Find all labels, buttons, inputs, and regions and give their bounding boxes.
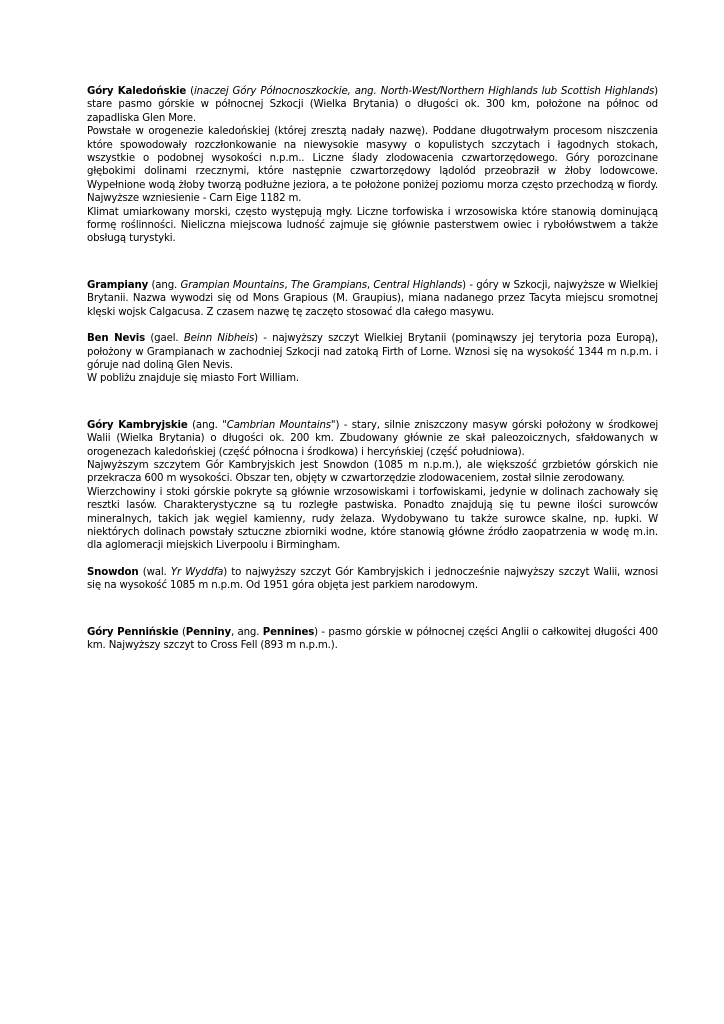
text-run: (ang. (148, 279, 181, 291)
text-run: ) to najwyższy szczyt Gór Kambryjskich i jednocześnie najwyższy szczyt Walii, wznosi się na wysokość 1085 m n.p.m. Od 1951 góra objęta jest parkiem narodowym. (87, 566, 659, 592)
section-grampiany (87, 279, 658, 319)
paragraph (87, 372, 658, 385)
text-run: , (284, 279, 291, 291)
paragraph (87, 206, 658, 246)
paragraph (87, 125, 658, 205)
text-run: (wal. (138, 566, 171, 578)
paragraph (87, 279, 658, 319)
italic-term: inaczej Góry Północnoszkockie, ang. North-West/Northern Highlands lub Scottish Highlands (193, 86, 655, 97)
text-run: (ang. (187, 419, 223, 431)
italic-term: Grampian Mountains (180, 279, 285, 291)
text-run: Powstałe w orogenezie kaledońskiej (której zresztą nadały nazwę). Poddane długotrwałym procesom niszczenia które spowodowały rozczłonkowanie na niewysokie masywy o kopulistych szczytach i łagodnych stokach, wszystkie o podobnej wysokości n.p.m.. Liczne ślady zlodowacenia czwartorzędowego. Góry porozcinane głębokimi dolinami rzecznymi, które następnie czwartorzędowy lądolód przeobraził w żłoby lodowcowe. Wypełnione wodą żłoby tworzą podłużne jeziora, a te położone poniżej poziomu morza często przechodzą w fiordy. Najwyższe wzniesienie - Carn Eige 1182 m. (87, 126, 658, 205)
italic-term: The Grampians (290, 279, 367, 291)
paragraph (87, 332, 658, 372)
text-run: Wierzchowiny i stoki górskie pokryte są głównie wrzosowiskami i torfowiskami, jedynie w dolinach zachowały się resztki lasów. Charakterystyczne są tu rozległe pastwiska. Ponadto znajdują się tu pewne ilości surowców mineralnych, takich jak węgiel kamienny, rudy żelaza. Wydobywano tu także surowce skalne, np. łupki. W niektórych dolinach powstały sztuczne zbiorniki wodne, które stanowią główne źródło zaopatrzenia w wodę m.in. dla aglomeracji miejskich Liverpoolu i Birmingham. (87, 486, 658, 552)
text-run: ( (178, 626, 186, 638)
text-run: , (366, 279, 374, 291)
section-gory-penninskie (87, 626, 658, 653)
italic-term: Beinn Nibheis (183, 333, 255, 345)
section-ben-nevis (87, 332, 658, 386)
text-run: Klimat umiarkowany morski, często występują mgły. Liczne torfowiska i wrzosowiska które stanowią dominującą formę roślinności. Nieliczna miejscowa ludność zajmuje się głównie pasterstwem owiec i rybołówstwem a także obsługą turystyki. (87, 206, 658, 245)
paragraph (87, 85, 658, 125)
text-run: ( (186, 86, 194, 97)
section-snowdon (87, 566, 658, 593)
paragraph (87, 459, 658, 486)
text-run: Najwyższym szczytem Gór Kambryjskich jest Snowdon (1085 m n.p.m.), ale większość grzbietów górskich nie przekracza 600 m wysokości. Obszar ten, objęty w czwartorzędzie zlodowaceniem, został silnie zerodowany. (87, 459, 658, 485)
bold-term: Grampiany (87, 279, 149, 291)
paragraph (87, 419, 658, 459)
section-gory-kambryjskie (87, 419, 658, 553)
bold-term: Góry Kaledońskie (87, 86, 187, 97)
text-run: , ang. (231, 626, 263, 638)
text-run: ) - stary, silnie zniszczony masyw górski położony w środkowej Walii (Wielka Brytania) o długości ok. 200 km. Zbudowany głównie ze skał paleozoicznych, sfałdowanych w orogenezach kaledońskiej (część północna i środkowa) i hercyńskiej (część południowa). (87, 419, 659, 458)
section-gory-kaledonskie (87, 85, 658, 246)
paragraph (87, 566, 658, 593)
text-run: W pobliżu znajduje się miasto Fort William. (87, 373, 300, 385)
bold-term: Pennines (262, 626, 315, 638)
bold-term: Penniny (185, 626, 232, 638)
italic-term: Yr Wyddfa (170, 566, 224, 578)
bold-term: Góry Pennińskie (87, 626, 179, 638)
text-run: ) - pasmo górskie w północnej części Anglii o całkowitej długości 400 km. Najwyższy szczyt to Cross Fell (893 m n.p.m.). (87, 626, 658, 651)
text-run: ) stare pasmo górskie w północnej Szkocji (Wielka Brytania) o długości ok. 300 km, położone na północ od zapadliska Glen More. (87, 86, 658, 124)
text-run: (gael. (145, 333, 184, 345)
italic-term: "Cambrian Mountains" (222, 419, 336, 431)
italic-term: Central Highlands (373, 279, 463, 291)
text-run: ) - góry w Szkocji, najwyższe w Wielkiej Brytanii. Nazwa wywodzi się od Mons Grapious (M. Graupius), miana nadanego przez Tacyta miejscu sromotnej klęski wojsk Calgacusa. Z czasem nazwę tę zaczęto stosować dla całego masywu. (87, 279, 658, 318)
bold-term: Snowdon (87, 566, 139, 578)
paragraph (87, 626, 658, 653)
paragraph (87, 486, 658, 553)
document-page (87, 85, 658, 652)
bold-term: Ben Nevis (87, 333, 146, 345)
bold-term: Góry Kambryjskie (87, 419, 188, 431)
text-run: ) - najwyższy szczyt Wielkiej Brytanii (pominąwszy jej terytoria poza Europą), położony w Grampianach w zachodniej Szkocji nad zatoką Firth of Lorne. Wznosi się na wysokość 1344 m n.p.m. i góruje nad doliną Glen Nevis. (87, 333, 658, 371)
